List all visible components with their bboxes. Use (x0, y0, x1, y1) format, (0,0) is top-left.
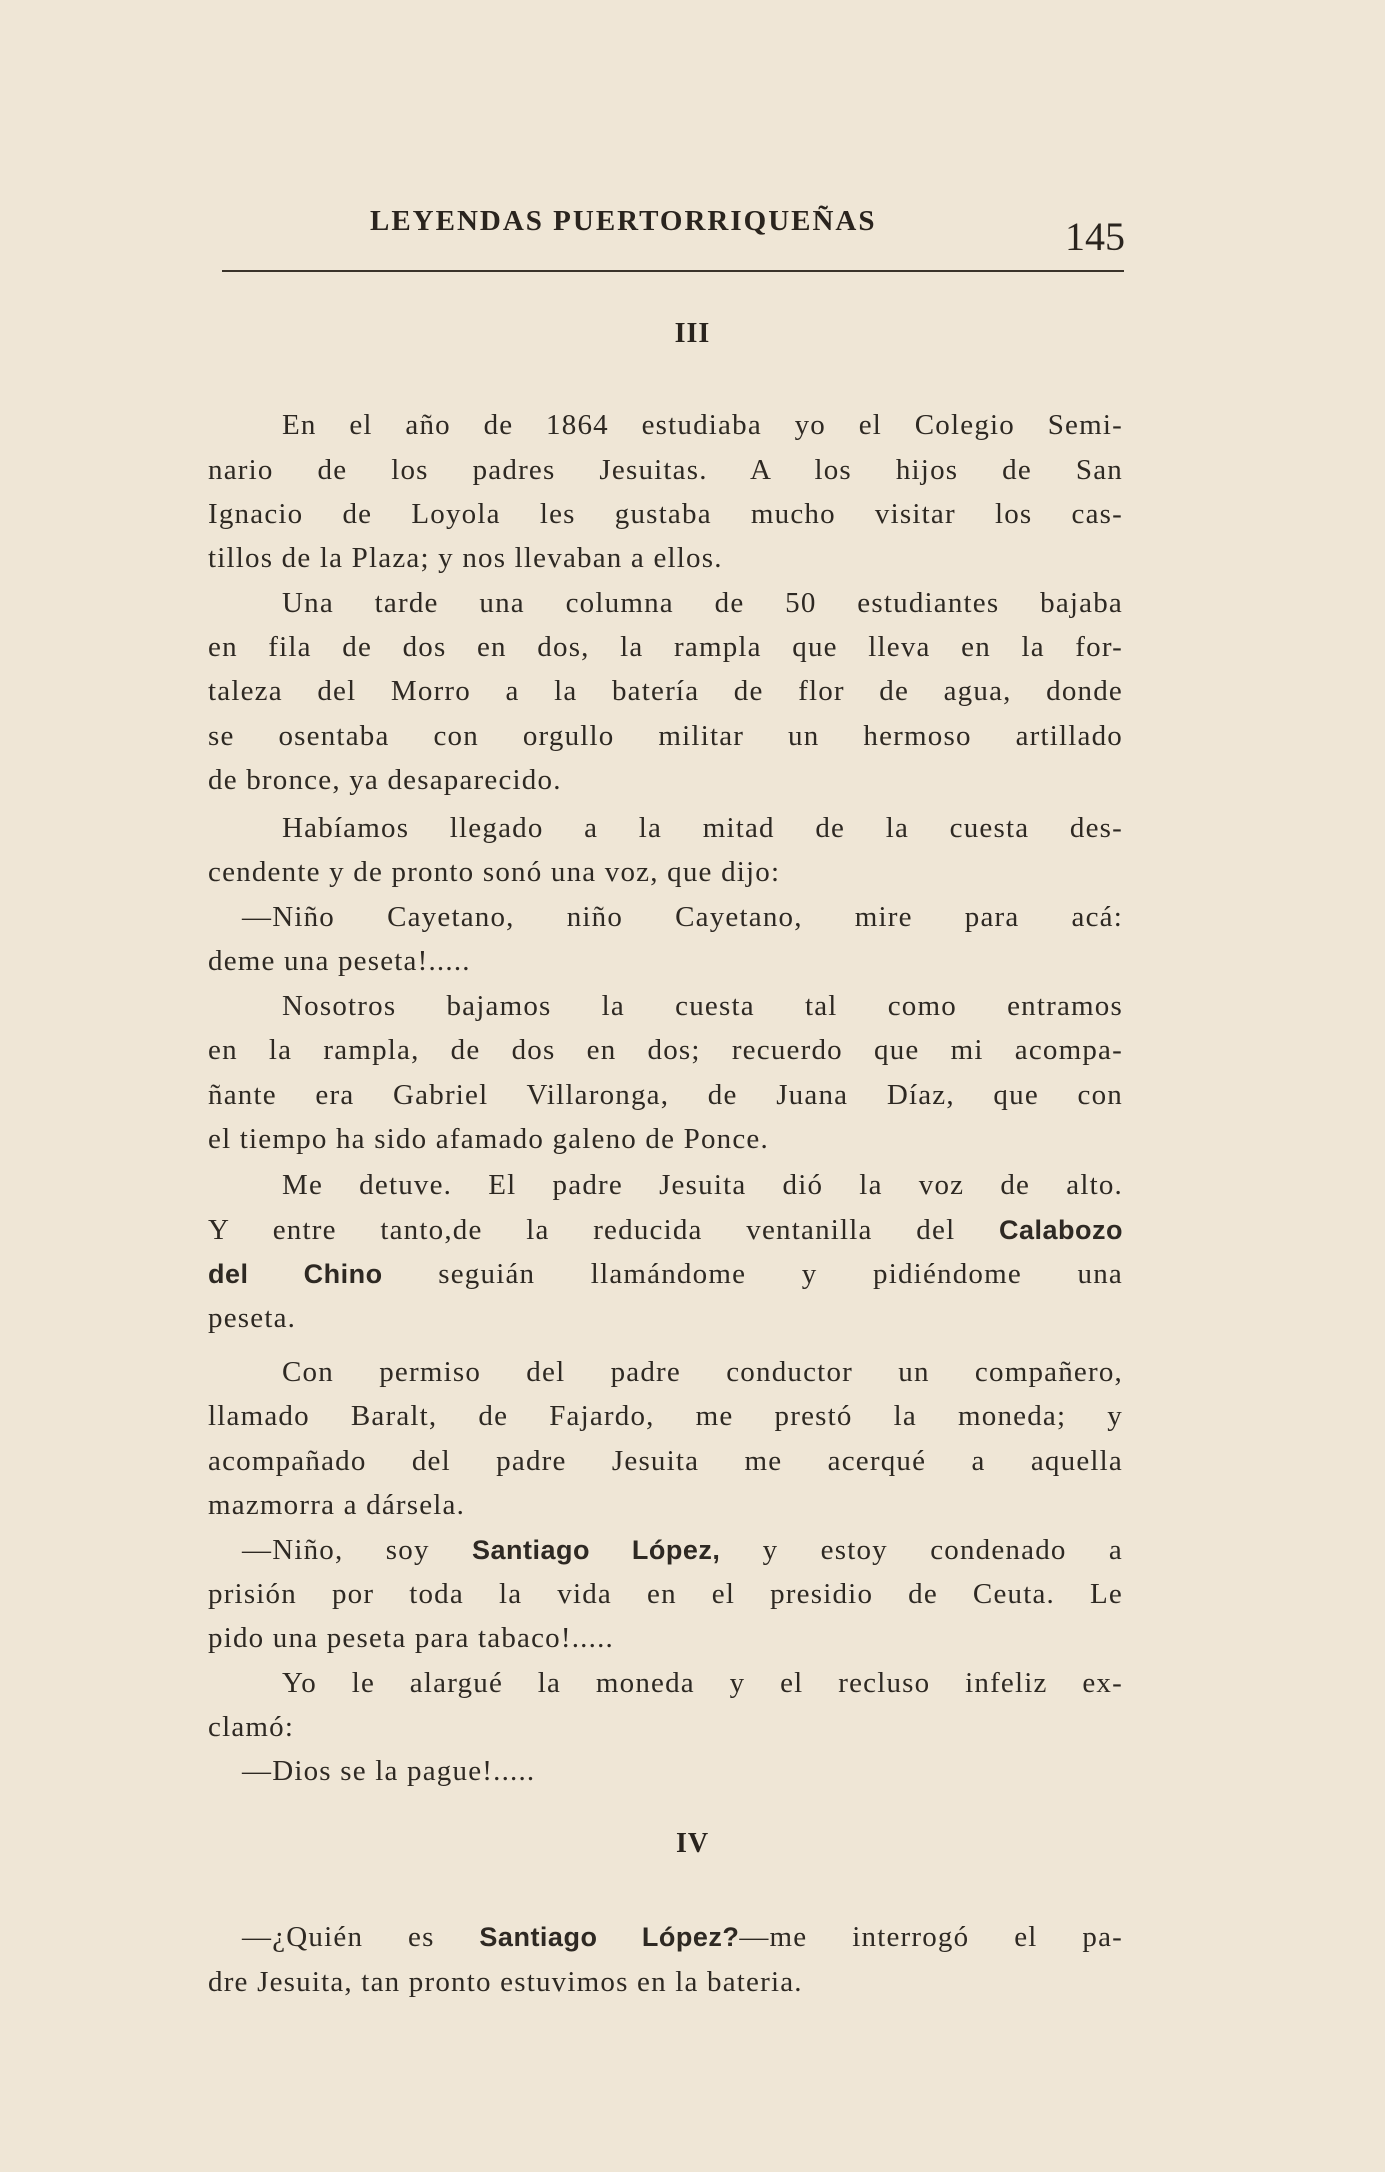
text-line: cendente y de pronto sonó una voz, que dijo: (208, 856, 781, 888)
text-span: y estoy condenado a (762, 1534, 1123, 1566)
text-line: tillos de la Plaza; y nos llevaban a ellos. (208, 542, 723, 574)
text-line: clamó: (208, 1711, 295, 1743)
section-heading-iv: IV (675, 1828, 710, 1859)
page-header (210, 195, 1125, 259)
text-line: Ignacio de Loyola les gustaba mucho visitar los cas- (208, 498, 1123, 530)
text-span: —Niño, soy (242, 1534, 430, 1566)
text-line: el tiempo ha sido afamado galeno de Ponce. (208, 1123, 769, 1155)
text-line: llamado Baralt, de Fajardo, me prestó la moneda; y (208, 1400, 1123, 1432)
text-line: acompañado del padre Jesuita me acerqué a aquella (208, 1445, 1123, 1477)
text-span: —me interrogó el pa- (739, 1921, 1124, 1953)
bold-name-calabozo: Calabozo (999, 1215, 1124, 1245)
text-line: taleza del Morro a la batería de flor de agua, donde (208, 675, 1123, 707)
text-line: Nosotros bajamos la cuesta tal como entramos (282, 990, 1123, 1022)
bold-name-santiago: Santiago López, (471, 1535, 721, 1565)
text-line: Habíamos llegado a la mitad de la cuesta des- (282, 812, 1123, 844)
text-line: —Dios se la pague!..... (242, 1755, 536, 1787)
text-line: de bronce, ya desaparecido. (208, 764, 562, 796)
text-line: prisión por toda la vida en el presidio de Ceuta. Le (208, 1578, 1123, 1610)
text-line: —Niño Cayetano, niño Cayetano, mire para acá: (242, 901, 1123, 933)
text-span: —¿Quién es (242, 1921, 435, 1953)
text-line (208, 1210, 1123, 1250)
text-line: Con permiso del padre conductor un compañero, (282, 1356, 1123, 1388)
bold-name-santiago-2: Santiago López? (479, 1922, 740, 1952)
bold-name-chino: del Chino (208, 1259, 383, 1289)
text-line: Me detuve. El padre Jesuita dió la voz de alto. (282, 1169, 1123, 1201)
text-line (208, 1254, 1123, 1294)
page-number: 145 (1065, 214, 1125, 259)
text-line: Yo le alargué la moneda y el recluso infeliz ex- (282, 1667, 1123, 1699)
text-line: peseta. (208, 1302, 297, 1334)
text-line (242, 1917, 1123, 1957)
text-line (242, 1530, 1123, 1570)
text-line: pido una peseta para tabaco!..... (208, 1622, 614, 1654)
text-line: en la rampla, de dos en dos; recuerdo que mi acompa- (208, 1034, 1123, 1066)
header-rule (222, 270, 1124, 272)
text-line: deme una peseta!..... (208, 945, 471, 977)
section-heading-iii: III (674, 318, 711, 349)
text-line: en fila de dos en dos, la rampla que lleva en la for- (208, 631, 1123, 663)
text-line: dre Jesuita, tan pronto estuvimos en la bateria. (208, 1966, 803, 1998)
running-title: LEYENDAS PUERTORRIQUEÑAS (370, 205, 877, 237)
text-line: nario de los padres Jesuitas. A los hijos de San (208, 454, 1123, 486)
text-span: Y entre tanto,de la reducida ventanilla del (208, 1214, 956, 1246)
text-line: Una tarde una columna de 50 estudiantes bajaba (282, 587, 1123, 619)
text-line: ñante era Gabriel Villaronga, de Juana Díaz, que con (208, 1079, 1123, 1111)
text-line: En el año de 1864 estudiaba yo el Colegio Semi- (282, 409, 1123, 441)
text-span: seguián llamándome y pidiéndome una (438, 1258, 1124, 1290)
text-line: se osentaba con orgullo militar un hermoso artillado (208, 720, 1123, 752)
text-line: mazmorra a dársela. (208, 1489, 466, 1521)
